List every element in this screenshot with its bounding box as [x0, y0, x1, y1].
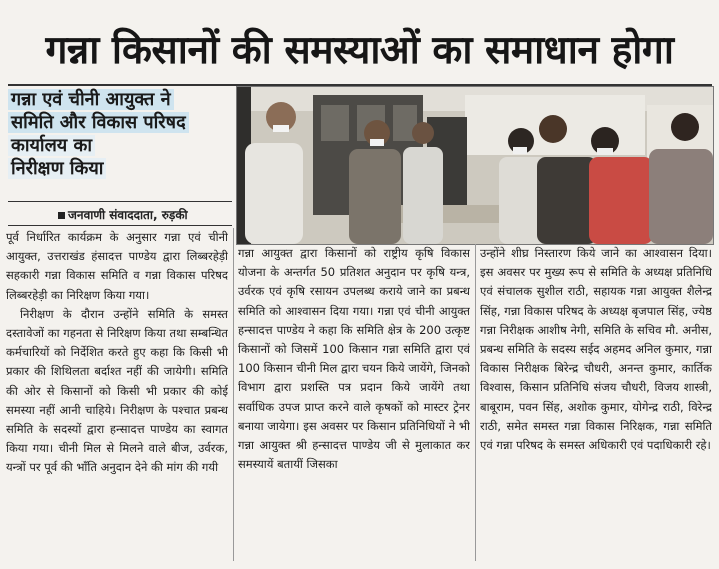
- paragraph: पूर्व निर्धारित कार्यक्रम के अनुसार गन्ना एवं चीनी आयुक्त, उत्तराखंड हंसादत्त पाण्डेय द्वारा लिब्बरहेड़ी सहकारी गन्ना विकास समिति व गन्ना विकास परिषद लिब्बरहेड़ी का निरिक्षण किया गया।: [6, 230, 228, 302]
- subheadline: [8, 88, 230, 180]
- byline: [58, 206, 233, 224]
- column-divider: [475, 244, 476, 561]
- news-photo-illustration: [237, 87, 713, 244]
- article-column-2: [238, 244, 470, 561]
- paragraph: उन्होंने शीघ्र निस्तारण किये जाने का आश्वासन दिया। इस अवसर पर मुख्य रूप से समिति के अध्यक्ष प्रतिनिधि एवं संचालक सुशील राठी, सहायक गन्ना आयुक्त शैलेन्द्र सिंह, गन्ना विकास परिषद के अध्यक्ष बृजपाल सिंह, ज्येष्ठ गन्ना निरीक्षक आशीष नेगी, समिति के सचिव मौ. अनीस, प्रबन्ध समिति के सदस्य सईद अहमद अनिल कुमार, गन्ना विकास निरीक्षक बिरेन्द्र चौधरी, अनन्त कुमार, कार्तिक विश्वास, किसान प्रतिनिधि संजय चौधरी, विजय शास्त्री, बाबूराम, पवन सिंह, अशोक कुमार, योगेन्द्र राठी, विरेन्द्र राठी, समेत समस्त गन्ना विकास निरिक्षक, गन्ना समिति एवं गन्ना परिषद के समस्त अधिकारी एवं पदाधिकारी रहे।: [480, 246, 712, 453]
- subheadline-line3: कार्यालय का: [8, 135, 95, 156]
- news-photo: [236, 86, 714, 245]
- paragraph-text: निरीक्षण के दौरान उन्होंने समिति के समस्त दस्तावेजों का गहनता से निरिक्षण किया तथा सम्बन्धित कर्मचारियों को निर्देशित करते हुए कहा कि किसी भी प्रकार की शिथिलता बर्दाश्त नहीं की जायेगी। समिति की ओर से किसानों को किसी भी प्रकार की कोई समस्या नहीं आनी चाहिये। निरीक्षण के पश्चात प्रबन्ध समिति के सदस्यों द्वारा हन्सादत्त पाण्डेय का स्वागत किया गया। चीनी मिल से मिलने वाले बीज, उर्वरक, यन्त्रों पर पूर्व की भाँति अनुदान देने की मांग की गयी: [6, 306, 228, 475]
- article-column-3: [480, 244, 712, 561]
- paragraph: गन्ना आयुक्त द्वारा किसानों को राष्ट्रीय कृषि विकास योजना के अन्तर्गत 50 प्रतिशत अनुदान पर कृषि यन्त्र, उर्वरक एवं कृषि रसायन उपलब्ध कराये जाने का प्रबन्ध समिति को आश्वासन दिया गया। गन्ना एवं चीनी आयुक्त हन्सादत्त पाण्डेय ने कहा कि समिति क्षेत्र के 200 उत्कृष्ट किसानों को जिसमें 100 किसान गन्ना समिति द्वारा एवं 100 किसान चीनी मिल द्वारा चयन किये जायेंगे, जिनको विभाग द्वारा प्रशस्ति पत्र प्रदान किये जायेंगे तथा सर्वाधिक उपज प्राप्त करने वाले कृषकों को मास्टर ट्रेनर बनाया जायेगा। इस अवसर पर किसान प्रतिनिधियों ने भी गन्ना आयुक्त श्री हन्सादत्त पाण्डेय जी से मुलाकात कर समस्यायें बतायीं जिसका: [238, 246, 470, 472]
- subheadline-line4: निरीक्षण किया: [8, 158, 106, 179]
- bullet-icon: [58, 212, 65, 219]
- divider: [8, 225, 232, 226]
- subheadline-line1: गन्ना एवं चीनी आयुक्त ने: [8, 89, 174, 110]
- byline-text: जनवाणी संवाददाता, रुड़की: [68, 208, 188, 222]
- article-column-1: [6, 228, 228, 561]
- subheadline-line2: समिति और विकास परिषद: [8, 112, 189, 133]
- column-divider: [233, 228, 234, 561]
- page-title: गन्ना किसानों की समस्याओं का समाधान होगा: [45, 28, 674, 73]
- previous-article-fragment: [0, 0, 719, 14]
- paragraph: [6, 305, 228, 478]
- divider: [8, 201, 232, 202]
